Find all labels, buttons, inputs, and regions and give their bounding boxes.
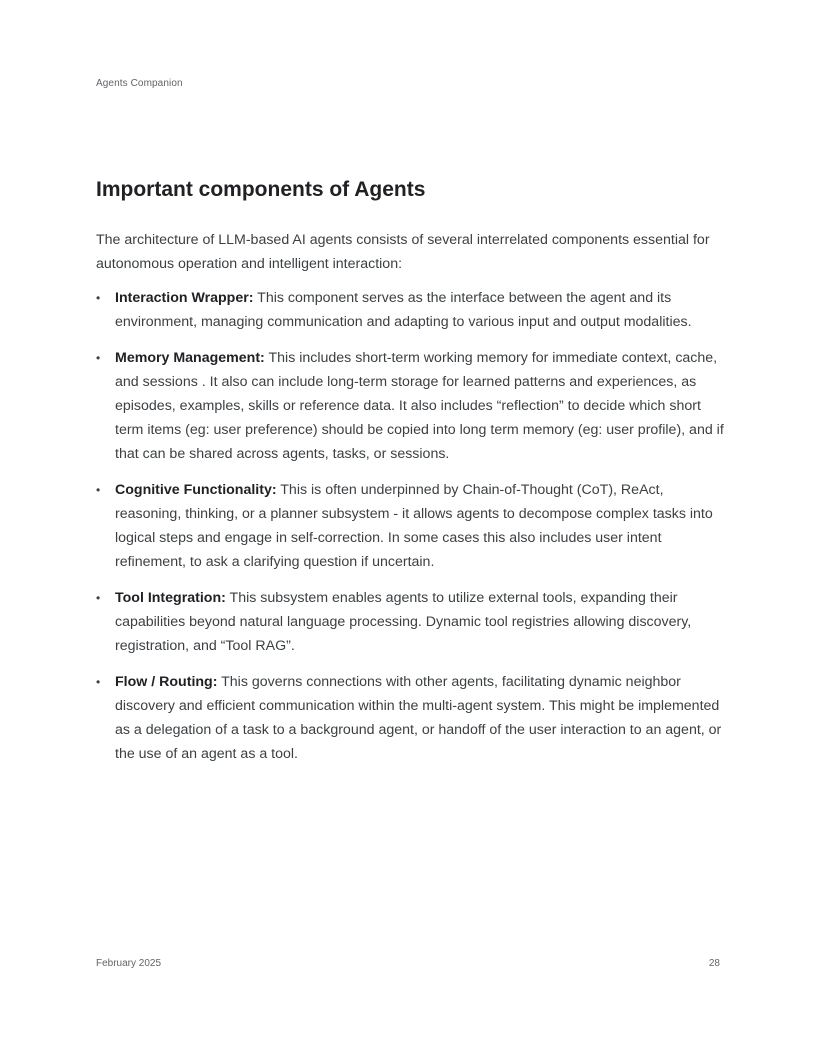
list-item-text: This governs connections with other agents, facilitating dynamic neighbor discovery and efficient communication within the multi-agent system. This might be implemented as a delegation of a task to a background agent, or handoff of the user interaction to an agent, or the use of an agent as a tool. [115, 674, 722, 762]
list-item-term: Memory Management: [115, 350, 265, 366]
bullet-icon: • [96, 351, 101, 365]
list-item-term: Tool Integration: [115, 590, 226, 606]
footer-date: February 2025 [96, 958, 162, 969]
list-item-flow-routing [96, 670, 726, 766]
bullet-icon: • [96, 291, 101, 305]
list-item-text: This component serves as the interface between the agent and its environment, managing communication and adapting to various input and output modalities. [115, 290, 692, 330]
list-item-text: This includes short-term working memory for immediate context, cache, and sessions . It also can include long-term storage for learned patterns and experiences, as episodes, examples, skills or reference data. It also includes “reflection” to decide which short term items (eg: user preference) should be copied into long term memory (eg: user profile), and if that can be shared across agents, tasks, or sessions. [115, 350, 724, 462]
component-list [96, 286, 726, 766]
bullet-icon: • [96, 675, 101, 689]
list-item-term: Interaction Wrapper: [115, 290, 254, 306]
list-item-text: This is often underpinned by Chain-of-Thought (CoT), ReAct, reasoning, thinking, or a planner subsystem - it allows agents to decompose complex tasks into logical steps and engage in self-correction. In some cases this also includes user intent refinement, to ask a clarifying question if uncertain. [115, 482, 713, 570]
page-number: 28 [708, 958, 720, 969]
running-header: Agents Companion [96, 78, 183, 89]
main-content [96, 176, 726, 778]
bullet-icon: • [96, 483, 101, 497]
list-item-term: Flow / Routing: [115, 674, 218, 690]
list-item-interaction-wrapper [96, 286, 726, 334]
list-item-text: This subsystem enables agents to utilize external tools, expanding their capabilities beyond natural language processing. Dynamic tool registries allowing discovery, registration, and “Tool RAG”. [115, 590, 692, 654]
list-item-memory-management [96, 346, 726, 466]
list-item-tool-integration [96, 586, 726, 658]
bullet-icon: • [96, 591, 101, 605]
intro-paragraph: The architecture of LLM-based AI agents consists of several interrelated components essential for autonomous operation and intelligent interaction: [96, 232, 710, 272]
page-title: Important components of Agents [96, 178, 426, 201]
list-item-cognitive-functionality [96, 478, 726, 574]
list-item-term: Cognitive Functionality: [115, 482, 277, 498]
